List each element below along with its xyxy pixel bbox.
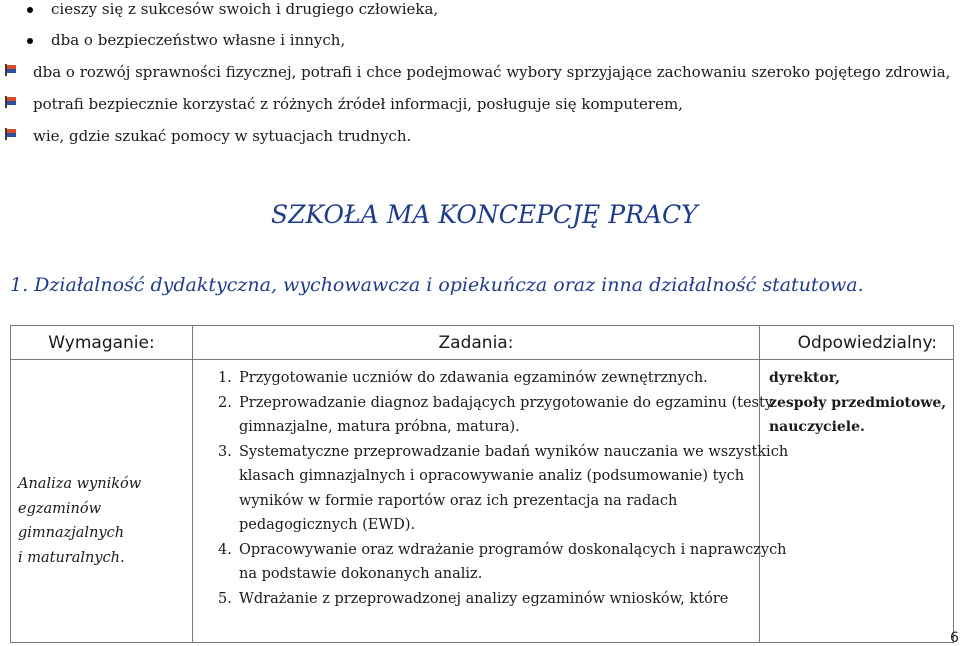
task-number: 2. [218,394,232,411]
page-heading: SZKOŁA MA KONCEPCJĘ PRACY [271,200,698,229]
responsible-line: nauczyciele. [769,419,865,435]
task-item [193,538,787,587]
task-line: Przeprowadzanie diagnoz badających przygotowanie do egzaminu (testy [239,394,773,411]
list-item: cieszy się z sukcesów swoich i drugiego człowieka, [51,0,439,18]
responsible-cell [760,360,954,643]
header-requirement: Wymaganie: [11,326,193,360]
tasks-list [193,360,789,611]
tasks-cell [193,360,789,643]
header-responsible: Odpowiedzialny: [760,326,954,360]
requirement-line: egzaminów [18,500,102,517]
task-line: gimnazjalne, matura próbna, matura). [239,419,520,435]
task-line: Przygotowanie uczniów do zdawania egzaminów zewnętrznych. [239,370,708,386]
bullet-dot-icon [27,38,33,44]
requirement-line: i maturalnych. [18,549,125,566]
responsible-list [760,360,953,440]
table-header-row [11,326,954,360]
responsible-line: zespoły przedmiotowe, [769,394,947,411]
page-number: 6 [950,630,959,646]
table-row [11,360,954,643]
list-item: dba o rozwój sprawności fizycznej, potrafi i chce podejmować wybory sprzyjające zachowaniu szeroko pojętego zdrowia, [33,63,951,81]
task-item [193,440,789,538]
task-line: wyników w formie raportów oraz ich prezentacja na radach [239,492,678,509]
requirement-line: gimnazjalnych [18,525,125,541]
task-line: Wdrażanie z przeprowadzonej analizy egzaminów wniosków, które [239,590,729,607]
task-line: pedagogicznych (EWD). [239,517,416,533]
requirement-line: Analiza wyników [18,476,142,492]
requirement-label [18,472,141,570]
task-number: 5. [218,590,232,607]
responsible-line: dyrektor, [769,370,840,386]
task-number: 4. [218,541,232,558]
task-line: na podstawie dokonanych analiz. [239,566,483,582]
task-number: 1. [218,370,232,386]
header-tasks: Zadania: [193,326,760,360]
list-item: dba o bezpieczeństwo własne i innych, [51,31,346,49]
requirement-cell [11,360,193,643]
requirements-table [10,325,954,643]
flag-icon [4,128,18,140]
task-item [193,366,759,391]
task-item [193,587,759,612]
list-item: potrafi bezpiecznie korzystać z różnych źródeł informacji, posługuje się komputerem, [33,95,683,113]
section-subheading: 1. Działalność dydaktyczna, wychowawcza i opiekuńcza oraz inna działalność statutowa. [10,274,864,296]
task-line: Systematyczne przeprowadzanie badań wyników nauczania we wszystkich [239,443,789,460]
task-item [193,391,773,440]
task-number: 3. [218,443,232,460]
flag-icon [4,64,18,76]
task-line: Opracowywanie oraz wdrażanie programów doskonalących i naprawczych [239,541,787,558]
list-item: wie, gdzie szukać pomocy w sytuacjach trudnych. [33,127,412,145]
flag-icon [4,96,18,108]
task-line: klasach gimnazjalnych i opracowywanie analiz (podsumowanie) tych [239,468,745,484]
bullet-dot-icon [27,7,33,13]
